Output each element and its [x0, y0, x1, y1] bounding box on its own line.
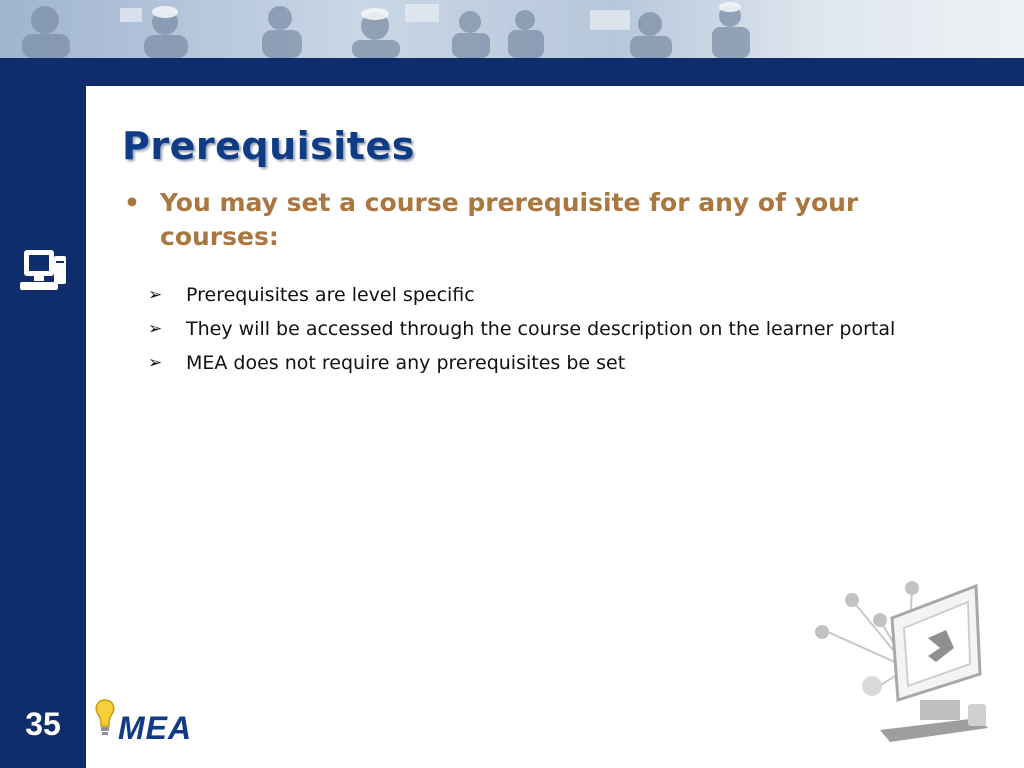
sub-bullet-text: Prerequisites are level specific [186, 284, 475, 306]
bullet-dot: • [124, 188, 140, 217]
mea-logo: MEA [118, 710, 193, 746]
sub-bullet-item [148, 350, 988, 376]
header-photo-banner [0, 0, 1024, 58]
arrow-bullet-icon: ➢ [148, 353, 163, 373]
computer-monitor-illustration [808, 578, 1004, 748]
arrow-bullet-icon: ➢ [148, 285, 163, 305]
sub-bullet-text: They will be accessed through the course description on the learner portal [186, 318, 896, 340]
page-number: 35 [25, 706, 61, 742]
main-bullet-text: You may set a course prerequisite for any of your courses: [160, 188, 859, 251]
computer-icon [16, 246, 70, 300]
lightbulb-icon [92, 696, 118, 742]
slide-title: Prerequisites [122, 124, 415, 168]
sub-bullet-text: MEA does not require any prerequisites be set [186, 352, 626, 374]
sub-bullet-item [148, 316, 988, 342]
banner-photo-strip [0, 0, 1024, 58]
sub-bullet-list [148, 282, 988, 384]
arrow-bullet-icon: ➢ [148, 319, 163, 339]
header-navy-bar [0, 58, 1024, 86]
sub-bullet-item [148, 282, 988, 308]
left-sidebar [0, 58, 86, 768]
main-bullet [124, 186, 884, 254]
